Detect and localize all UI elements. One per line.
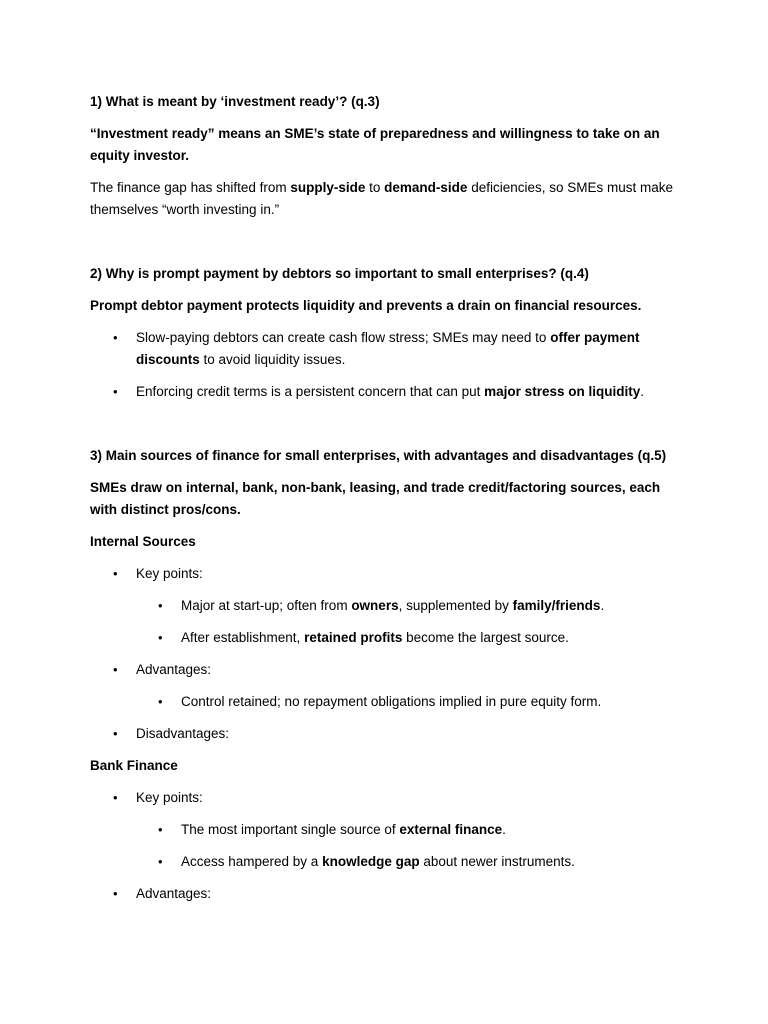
list-item: Major at start-up; often from owners, supplemented by family/friends. (181, 598, 605, 613)
q1-paragraph: The finance gap has shifted from supply-side to demand-side deficiencies, so SMEs must make themselves “worth investing in.” (90, 180, 674, 217)
bank-finance-title: Bank Finance (90, 758, 178, 773)
bullet-marker: • (158, 854, 163, 869)
bank-advantages-label: Advantages: (136, 886, 212, 901)
list-item: Enforcing credit terms is a persistent concern that can put major stress on liquidity. (136, 384, 644, 399)
list-item: After establishment, retained profits become the largest source. (181, 630, 569, 645)
bullet-marker: • (113, 726, 118, 741)
bullet-marker: • (158, 598, 163, 613)
internal-key-points-label: Key points: (136, 566, 203, 581)
q2-summary: Prompt debtor payment protects liquidity and prevents a drain on financial resources. (90, 298, 642, 313)
bank-key-points-label: Key points: (136, 790, 203, 805)
bullet-marker: • (113, 662, 118, 677)
q1-heading: 1) What is meant by ‘investment ready’? (q.3) (90, 94, 380, 109)
list-item: The most important single source of external finance. (181, 822, 506, 837)
list-item: Control retained; no repayment obligations implied in pure equity form. (181, 694, 602, 709)
list-item: Slow-paying debtors can create cash flow stress; SMEs may need to offer payment discounts to avoid liquidity issues. (136, 330, 640, 367)
bullet-marker: • (158, 822, 163, 837)
bullet-marker: • (113, 566, 118, 581)
bullet-marker: • (113, 886, 118, 901)
q3-summary: SMEs draw on internal, bank, non-bank, leasing, and trade credit/factoring sources, each with distinct pros/cons. (90, 480, 661, 517)
bullet-marker: • (113, 330, 118, 345)
internal-disadvantages-label: Disadvantages: (136, 726, 230, 741)
internal-sources-title: Internal Sources (90, 534, 196, 549)
q2-heading: 2) Why is prompt payment by debtors so important to small enterprises? (q.4) (90, 266, 589, 281)
internal-advantages-label: Advantages: (136, 662, 212, 677)
bullet-marker: • (113, 790, 118, 805)
q1-summary: “Investment ready” means an SME’s state of preparedness and willingness to take on an equity investor. (90, 126, 660, 163)
q3-heading: 3) Main sources of finance for small enterprises, with advantages and disadvantages (q.5) (90, 448, 667, 463)
bullet-marker: • (113, 384, 118, 399)
bullet-marker: • (158, 694, 163, 709)
bullet-marker: • (158, 630, 163, 645)
list-item: Access hampered by a knowledge gap about newer instruments. (181, 854, 575, 869)
